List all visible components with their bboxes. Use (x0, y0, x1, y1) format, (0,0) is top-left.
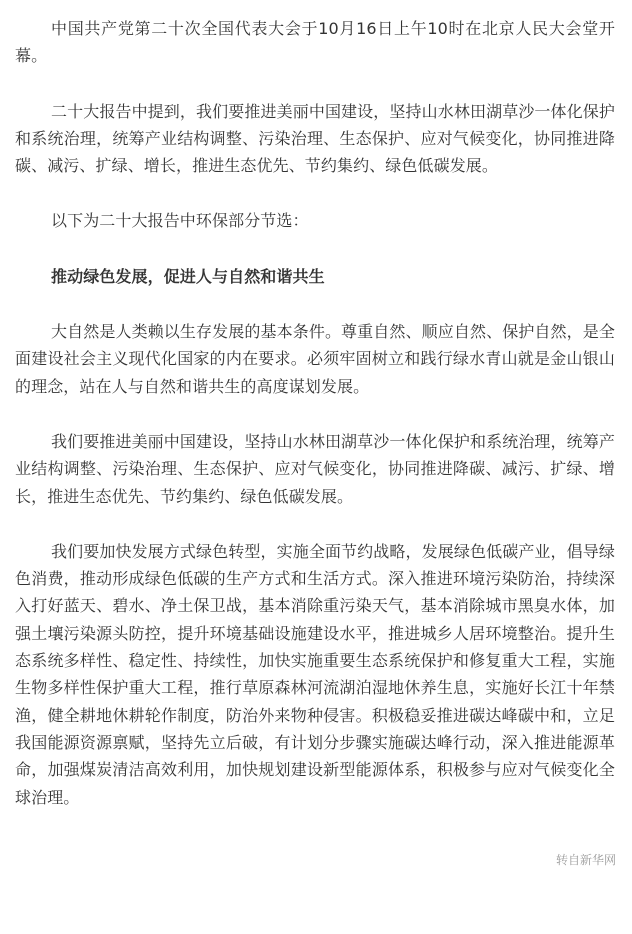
paragraph-beautiful-china: 我们要推进美丽中国建设，坚持山水林田湖草沙一体化保护和系统治理，统筹产业结构调整、污染治理、生态保护、应对气候变化，协同推进降碳、减污、扩绿、增长，推进生态优先、节约集约、绿色低碳发展。 (15, 431, 615, 506)
paragraph-opening: 中国共产党第二十次全国代表大会于10月16日上午10时在北京人民大会堂开幕。 (15, 19, 615, 66)
source-attribution: 转自新华网 (555, 853, 616, 867)
article-body (15, 15, 615, 811)
paragraph-spacer (15, 235, 615, 263)
paragraph-spacer (15, 510, 615, 538)
paragraph-spacer (15, 70, 615, 98)
paragraph-green-transformation: 我们要加快发展方式绿色转型，实施全面节约战略，发展绿色低碳产业，倡导绿色消费，推动形成绿色低碳的生产方式和生活方式。深入推进环境污染防治，持续深入打好蓝天、碧水、净土保卫战，基本消除重污染天气，基本消除城市黑臭水体，加强土壤污染源头防控，提升环境基础设施建设水平，推进城乡人居环境整治。提升生态系统多样性、稳定性、持续性，加快实施重要生态系统保护和修复重大工程，实施生物多样性保护重大工程，推行草原森林河流湖泊湿地休养生息，实施好长江十年禁渔，健全耕地休耕轮作制度，防治外来物种侵害。积极稳妥推进碳达峰碳中和，立足我国能源资源禀赋，坚持先立后破，有计划分步骤实施碳达峰行动，深入推进能源革命，加强煤炭清洁高效利用，加快规划建设新型能源体系，积极参与应对气候变化全球治理。 (15, 541, 615, 807)
paragraph-spacer (15, 290, 615, 318)
paragraph-excerpt-intro: 以下为二十大报告中环保部分节选： (51, 211, 309, 231)
paragraph-report-summary: 二十大报告中提到，我们要推进美丽中国建设，坚持山水林田湖草沙一体化保护和系统治理，统筹产业结构调整、污染治理、生态保护、应对气候变化，协同推进降碳、减污、扩绿、增长，推进生态优先、节约集约、绿色低碳发展。 (15, 101, 615, 176)
paragraph-spacer (15, 179, 615, 207)
paragraph-spacer (15, 400, 615, 428)
paragraph-nature: 大自然是人类赖以生存发展的基本条件。尊重自然、顺应自然、保护自然，是全面建设社会主义现代化国家的内在要求。必须牢固树立和践行绿水青山就是金山银山的理念，站在人与自然和谐共生的高度谋划发展。 (15, 322, 615, 396)
section-heading: 推动绿色发展，促进人与自然和谐共生 (51, 266, 325, 286)
